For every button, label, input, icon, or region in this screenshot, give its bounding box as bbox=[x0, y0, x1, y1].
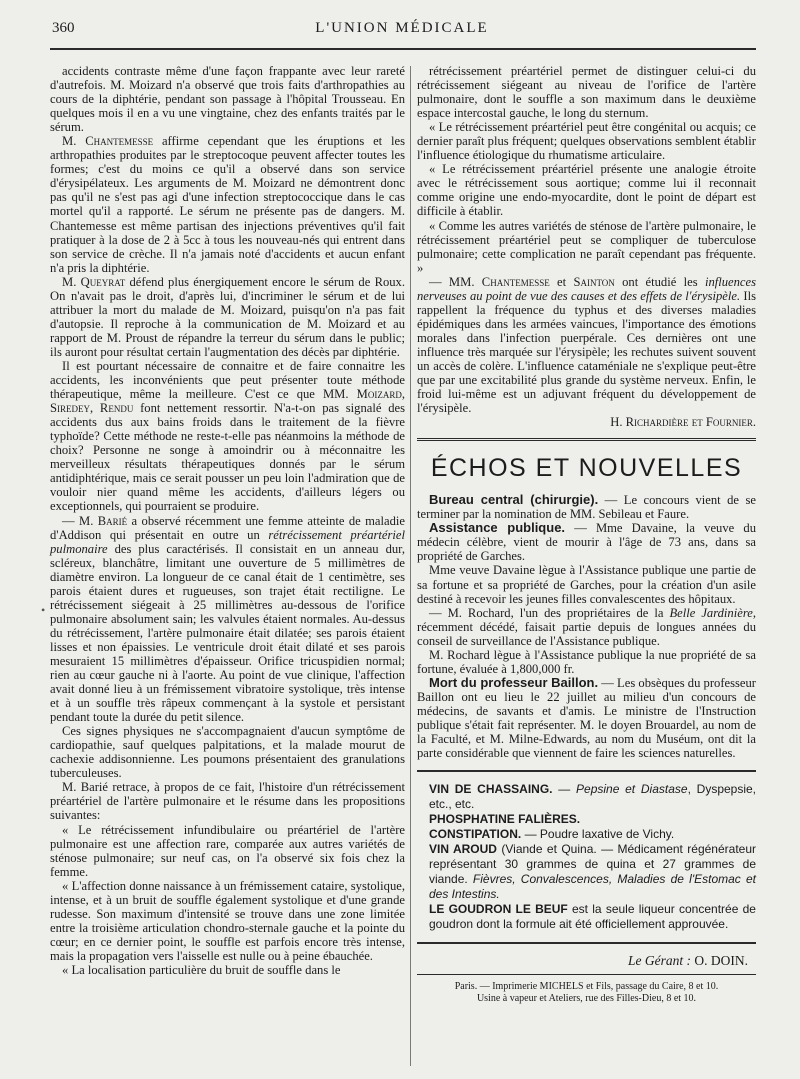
footer-separator bbox=[417, 942, 756, 944]
text-run: Ces signes physiques ne s'accompagnaient d'aucun symptôme de cardiopathie, sauf quelques palpitations, et la malade mourut de cachexie addisonnienne. Les poumons présentaient des granulations tuberculeuses. bbox=[50, 724, 405, 781]
author-name: Queyrat bbox=[80, 274, 126, 289]
right-column-paragraphs bbox=[417, 64, 756, 415]
column-divider bbox=[410, 66, 411, 1066]
text-run: Mme veuve Davaine lègue à l'Assistance publique une partie de sa fortune et sa propriété de Garches, pour la création d'un asile destiné à recevoir les jeunes filles convalescentes des hôpitaux. bbox=[417, 563, 756, 606]
paragraph bbox=[50, 879, 405, 963]
text-run: , Dyspepsie, etc., etc. bbox=[429, 782, 757, 812]
text-run: — Les obsèques du professeur Baillon ont eu lieu le 22 juillet au milieu d'un concours de médecins, de savants et d'amis. Le ministre de l'Instruction publique s'était fait représenter. M. le doyen Brouardel, au nom de la Faculté, et M. Milne-Edwards, au nom du Muséum, ont dit la parte considérable que viennent de faire les sciences naturelles. bbox=[417, 675, 756, 761]
author-name: Sainton bbox=[573, 274, 615, 289]
author-name: Siredey bbox=[50, 401, 90, 416]
text-run: — M. Rochard, l'un des propriétaires de la bbox=[429, 605, 670, 620]
paragraph bbox=[50, 134, 405, 274]
news-heading: Bureau central (chirurgie). bbox=[429, 492, 599, 508]
text-run: M. Rochard lègue à l'Assistance publique la nue propriété de sa fortune, évaluée à 1,800,000 fr. bbox=[417, 647, 756, 676]
paragraph bbox=[50, 963, 405, 977]
text-run: — Le concours vient de se terminer par la nomination de MM. Sebileau et Faure. bbox=[417, 493, 756, 522]
printer-imprint bbox=[417, 974, 756, 1005]
text-run: M. bbox=[62, 274, 81, 289]
author-name: Barié bbox=[97, 513, 128, 528]
advertisement bbox=[417, 842, 756, 902]
text-run: — Mme Davaine, la veuve du médecin célèbre, vient de mourir à l'âge de 73 ans, dans sa propriété de Garches. bbox=[417, 521, 756, 564]
section-separator bbox=[417, 438, 756, 441]
paragraph bbox=[417, 275, 756, 415]
echos-items bbox=[417, 493, 756, 760]
paragraph bbox=[50, 64, 405, 134]
paragraph bbox=[417, 219, 756, 275]
text-run: — M. bbox=[62, 513, 98, 528]
text-run: « Le rétrécissement préartériel peut être congénital ou acquis; ce dernier paraît plus fréquent; quelques observations semblent établir l'influence étiologique du rhumatisme articulaire. bbox=[417, 120, 756, 163]
advertisement bbox=[417, 902, 756, 932]
text-run: , bbox=[90, 401, 100, 416]
article-signature: H. Richardière et Fournier. bbox=[610, 415, 756, 430]
ad-keyword: PHOSPHATINE FALIÈRES. bbox=[429, 812, 581, 827]
ad-keyword: VIN DE CHASSAING. bbox=[429, 782, 553, 797]
text-run: Ils rappellent la fréquence du typhus et des diverses maladies épidémiques dans les armées vaincues, l'importance des émotions morales dans l'infection puerpérale. Ces dernières ont une influence très marquée sur l'érysipèle; les rechutes suivent souvent un accès de colère. L'influence cataméniale ne s'explique peut-être que par une excitabilité plus grande du système nerveux. Enfin, le froid lui-même est un adjuvant fréquent du développement de l'érysipèle. bbox=[417, 288, 756, 416]
text-run: rétrécissement préartériel permet de distinguer celui-ci du rétrécissement siégeant au niveau de l'orifice de l'artère pulmonaire, dont le souffle a son maximum dans le deuxième espace intercostal gauche, le long du sternum. bbox=[417, 64, 756, 121]
text-run: — Poudre laxative de Vichy. bbox=[521, 827, 675, 842]
paragraph bbox=[417, 120, 756, 162]
text-run: défend plus énergiquement encore le sérum de Roux. On n'avait pas le droit, d'après lui, d'incriminer le sérum et de lui attribuer la mort du malade de M. Moizard, puisqu'on n'a pas fait d'autopsie. Il reproche à la communication de M. Moizard et au rapport de M. Proust de répandre la terreur du sérum dans le public; ils auront pour résultat certain l'augmentation des décès par diphtérie. bbox=[50, 274, 406, 359]
text-run: « Le rétrécissement infundibulaire ou préartériel de l'artère pulmonaire est une affection rare, comparée aux autres variétés de sténose pulmonaire; sur neuf cas, on l'a observé six fois chez la femme. bbox=[50, 822, 405, 879]
echos-section-title: ÉCHOS ET NOUVELLES bbox=[430, 454, 743, 483]
ad-keyword: VIN AROUD bbox=[429, 842, 497, 857]
paragraph bbox=[50, 514, 405, 725]
text-run: M. Barié retrace, à propos de ce fait, l'histoire d'un rétrécissement préartériel de l'artère pulmonaire et le résume dans les propositions suivantes: bbox=[50, 780, 405, 823]
author-name: Chantemesse bbox=[85, 134, 154, 149]
paragraph bbox=[50, 724, 405, 780]
news-heading: Assistance publique. bbox=[429, 520, 566, 536]
news-item bbox=[417, 648, 756, 676]
text-run: , récemment décédé, faisait partie depuis de longues années du conseil de surveillance de l'Assistance publique. bbox=[417, 605, 756, 648]
paragraph bbox=[50, 823, 405, 879]
running-header bbox=[52, 18, 752, 42]
text-run: M. bbox=[62, 134, 86, 149]
advertisement bbox=[417, 812, 756, 827]
italic-text: influences nerveuses au point de vue des causes et des effets de l'érysipèle. bbox=[417, 274, 757, 303]
italic-text: Fièvres, Convalescences, Maladies de l'Estomac et des Intestins. bbox=[429, 872, 756, 902]
paragraph bbox=[50, 275, 405, 359]
advertisements bbox=[417, 782, 756, 932]
header-rule bbox=[50, 48, 756, 50]
printer-line-2: Usine à vapeur et Ateliers, rue des Filles-Dieu, 8 et 10. bbox=[476, 993, 697, 1005]
author-name: Chantemesse bbox=[481, 274, 550, 289]
text-run: font nettement ressortir. N'a-t-on pas signalé des accidents dus aux bains froids dans le traitement de la fièvre typhoïde? Cette méthode ne reste-t-elle pas néanmoins la méthode de choix? Personne ne songe à amoindrir ou à méconnaitre les merveilleux résultats thérapeutiques donnés par le sérum antidiphtérique, mais ce serait pousser un peu loin l'admiration que de vouloir nier quand même les accidents, d'ailleurs légers ou exceptionnels, qui pourraient se produire. bbox=[50, 401, 406, 514]
ad-keyword: LE GOUDRON LE BEUF bbox=[429, 902, 568, 917]
journal-title: L'UNION MÉDICALE bbox=[315, 20, 489, 36]
paragraph bbox=[417, 64, 756, 120]
gerant-name: O. DOIN. bbox=[694, 953, 748, 969]
author-name: Moizard bbox=[356, 387, 402, 402]
news-item bbox=[417, 521, 756, 563]
italic-text: Belle Jardinière bbox=[669, 605, 753, 620]
text-run: — bbox=[552, 782, 577, 797]
text-run: et bbox=[549, 274, 574, 289]
text-run: (Viande et Quina. — Médicament régénérateur représentant 30 grammes de quina et 27 grammes de viande. bbox=[429, 842, 756, 887]
italic-text: rétrécissement préartériel pulmonaire bbox=[50, 527, 405, 556]
text-run: Il est pourtant nécessaire de connaitre et de faire connaitre les accidents, les inconvénients que peut présenter toute méthode thérapeutique, même la meilleure. C'est ce que MM. bbox=[50, 358, 405, 402]
news-item bbox=[417, 606, 756, 648]
ad-keyword: CONSTIPATION. bbox=[429, 827, 522, 842]
text-run: « La localisation particulière du bruit de souffle dans le bbox=[62, 963, 341, 977]
author-name: Rendu bbox=[99, 401, 134, 416]
gerant-line bbox=[417, 954, 748, 968]
news-item bbox=[417, 563, 756, 605]
right-column bbox=[417, 64, 756, 1005]
paragraph bbox=[50, 780, 405, 822]
text-run: « Comme les autres variétés de sténose de l'artère pulmonaire, le rétrécissement préartériel peut se compliquer de tuberculose pulmonaire; cette complication ne paraît cependant pas fréquente. » bbox=[417, 218, 756, 275]
news-heading: Mort du professeur Baillon. bbox=[429, 674, 599, 690]
advertisement bbox=[417, 782, 756, 812]
text-run: « Le rétrécissement préartériel présente une analogie étroite avec le rétrécissement sous aortique; comme lui il reconnait comme origine une endo-myocardite, dont le point de départ est difficile à établir. bbox=[417, 162, 756, 219]
ads-separator bbox=[417, 770, 756, 772]
news-item bbox=[417, 493, 756, 521]
text-run: accidents contraste même d'une façon frappante avec leur rareté d'autrefois. M. Moizard n'a observé que trois faits d'arthropathies au cours de la diphtérie, pendant son passage à l'hôpital Trousseau. En quelques mois il en a vu une vingtaine, chez des enfants traités par le sérum. bbox=[50, 64, 405, 135]
advertisement bbox=[417, 827, 756, 842]
news-item bbox=[417, 676, 756, 760]
text-run: — MM. bbox=[429, 274, 482, 289]
text-run: affirme cependant que les éruptions et les arthropathies produites par le streptocoque peuvent affecter toutes les formes; c'est du moins ce qu'il a observé dans son service d'érysipélateux. Les arguments de M. Moizard ne démontrent donc pas qu'il ne s'est pas agi d'une infection streptococcique dans le cas mortel qu'il a rapporté. Le sérum ne présente pas de dangers. M. Chantemesse est même partisan des injections préventives qu'il fait pratiquer à la dose de 2 à 5cc à tous les nouveau-nés qui entrent dans son service de crèche. Il n'a jamais noté d'accidents et aucun enfant n'a pris la diphtérie. bbox=[50, 134, 405, 275]
text-run: « L'affection donne naissance à un frémissement cataire, systolique, intense, et à un bruit de souffle également systolique et d'une grande rudesse. Son maximum d'intensité se trouve dans une zone limitée entre la troisième articulation chondro-sternale gauche et la pointe du cœur; en ce dernier point, le souffle est parfois encore très intense, mais la propagation vers l'aisselle est nulle ou à peine ébauchée. bbox=[50, 878, 405, 963]
italic-text: Pepsine et Diastase bbox=[576, 782, 688, 797]
left-column bbox=[50, 64, 405, 977]
margin-ornament: • bbox=[41, 603, 46, 617]
left-column-paragraphs bbox=[50, 64, 405, 977]
gerant-label: Le Gérant : bbox=[628, 953, 691, 969]
text-run: est la seule liqueur concentrée de goudron dont la formule ait été officiellement approuvée. bbox=[429, 902, 756, 932]
printer-line-1: Paris. — Imprimerie MICHELS et Fils, passage du Caire, 8 et 10. bbox=[454, 981, 719, 993]
paragraph bbox=[417, 162, 756, 218]
text-run: des plus caractérisés. Il consistait en un anneau dur, scléreux, blanchâtre, limitant une ouverture de 5 millimètres de diamètre environ. La longueur de ce canal était de 1 centimètre, ses parois étaient dures et rugueuses, son trajet était rectiligne. Le rétrécissement siégeait à 25 millimètres au-dessous de l'orifice pulmonaire absolument sain; les valvules étaient normales. Au-dessus du rétrécissement, l'artère pulmonaire était dilatée; ses parois étaient lisses et non épaissies. Le ventricule droit était dilaté et ses parois mesuraient 15 millimètres d'épaisseur. Orifice tricuspidien normal; rien au cœur gauche ni à l'aorte. Au point de vue clinique, l'affection avait donné lieu à un frémissement vibratoire systolique, très intense et à un souffle très râpeux commençant à la systole et persistant pendant toute la durée du petit silence. bbox=[50, 541, 405, 725]
paragraph bbox=[50, 359, 405, 514]
text-run: , bbox=[401, 387, 405, 402]
text-run: a observé récemment une femme atteinte de maladie d'Addison qui présentait en outre un bbox=[50, 513, 405, 542]
text-run: ont étudié les bbox=[614, 274, 705, 289]
page-number: 360 bbox=[52, 20, 75, 36]
